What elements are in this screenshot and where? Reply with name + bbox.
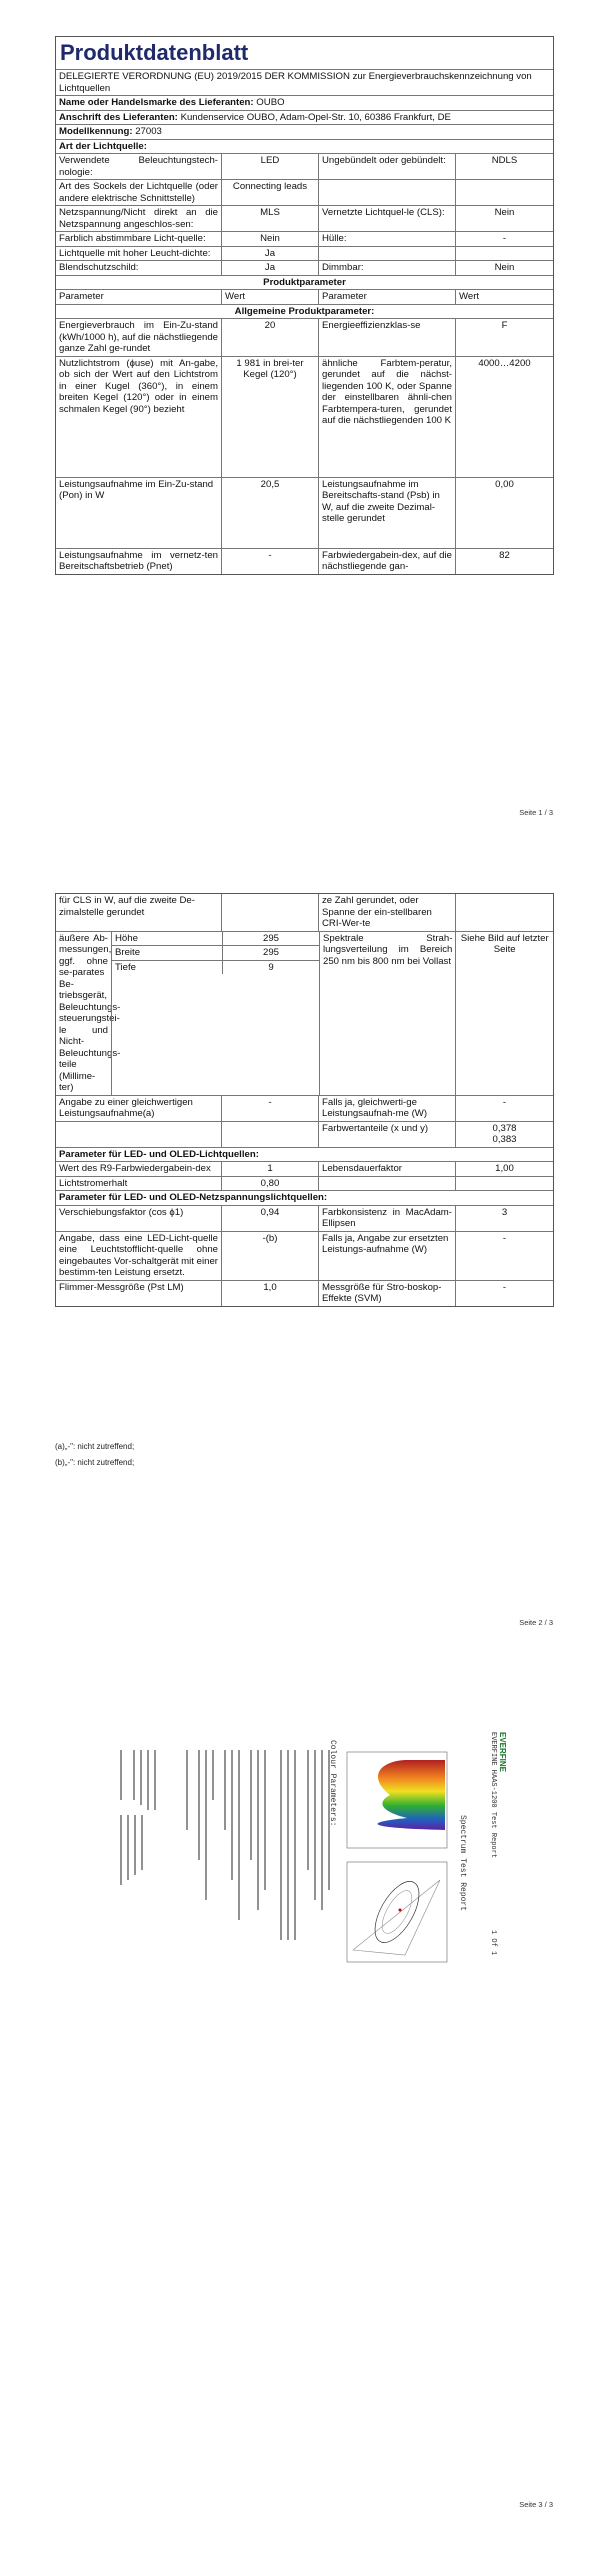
report-text-lines xyxy=(115,1740,335,1970)
page-2 xyxy=(0,880,603,1640)
supplier-address: Kundenservice OUBO, Adam-Opel-Str. 10, 60386 Frankfurt, DE xyxy=(180,111,451,123)
page-number: Seite 1 / 3 xyxy=(519,808,553,817)
spectral-value: Siehe Bild auf letzter Seite xyxy=(455,932,553,1095)
table-row: Leistungsaufnahme im vernetz-ten Bereitschaftsbetrieb (Pnet) - Farbwiedergabein-dex, auf die nächstliegende gan- 82 xyxy=(56,548,553,574)
spectral-label: Spektrale Strah-lungsverteilung im Bereich 250 nm bis 800 nm bei Vollast xyxy=(319,932,455,1095)
mains-params-header: Parameter für LED- und OLED-Netzspannungslichtquellen: xyxy=(59,1192,328,1203)
led-params-header: Parameter für LED- und OLED-Lichtquellen: xyxy=(59,1148,259,1160)
footnote-b: (b)„-": nicht zutreffend; xyxy=(55,1458,135,1467)
table-row: Farblich abstimmbare Licht-quelle: Nein Hülle: - xyxy=(56,231,553,246)
page-number: Seite 2 / 3 xyxy=(519,1618,553,1627)
table-row: Flimmer-Messgröße (Pst LM) 1,0 Messgröße für Stro-boskop-Effekte (SVM) - xyxy=(56,1280,553,1306)
table-row: Farbwertanteile (x und y) 0,378 0,383 xyxy=(56,1121,553,1147)
supplier-name: OUBO xyxy=(256,97,285,108)
table-row: Angabe zu einer gleichwertigen Leistungsaufnahme(a) - Falls ja, gleichwerti-ge Leistungsaufnah-me (W) - xyxy=(56,1095,553,1121)
page-1 xyxy=(0,0,603,817)
colour-params-title: Colour Parameters: xyxy=(328,1740,337,1827)
table-row: Nutzlichtstrom (ɸuse) mit An-gabe, ob sich der Wert auf den Lichtstrom in einer Kugel (360°), in einem breiten Kegel (120°) oder in einem schmalen Kegel (90°) bezieht 1 981 in brei-ter Kegel (120°) ähnliche Farbtem-peratur, gerundet auf die nächst-liegenden 100 K, oder Spanne der einstellbaren ähnli-chen Farbtempera-turen, gerundet auf die nächstliegenden 100 K 4000…4200 xyxy=(56,356,553,477)
page-title: Produktdatenblatt xyxy=(60,40,249,65)
table-row: Energieverbrauch im Ein-Zu-stand (kWh/1000 h), auf die nächstliegende ganze Zahl ge-rundet 20 Energieeffizienzklas-se F xyxy=(56,318,553,356)
dimensions-row: äußere Ab-messungen, ggf. ohne se-parates Be-triebsgerät, Beleuchtungs-steuerungstei-le und Nicht-Beleuchtungs-teile (Millime-ter) Höhe 295 Breite 295 Tiefe 9 Spektrale Strah-lungsverteilung im Bereich 250 nm bis 800 nm bei Vollast Siehe Bild auf letzter Seite xyxy=(56,931,553,1095)
report-title: Spectrum Test Report xyxy=(458,1815,467,1912)
page-number: Seite 3 / 3 xyxy=(519,2500,553,2509)
page-3 xyxy=(0,1680,603,2560)
dimensions-label: äußere Ab-messungen, ggf. ohne se-parates Be-triebsgerät, Beleuchtungs-steuerungstei-le und Nicht-Beleuchtungs-teile (Millime-ter) xyxy=(59,932,121,1093)
spectrum-report xyxy=(95,1720,515,2000)
supplier-name-label: Name oder Handelsmarke des Lieferanten: xyxy=(59,97,254,108)
general-params-header: Allgemeine Produktparameter: xyxy=(56,305,553,319)
table-row: Wert des R9-Farbwiedergabein-dex 1 Lebensdauerfaktor 1,00 xyxy=(56,1161,553,1176)
brand-logo: EVERFINE xyxy=(498,1732,507,1773)
table-row: Art des Sockels der Lichtquelle (oder andere elektrische Schnittstelle) Connecting leads xyxy=(56,179,553,205)
table-row: Netzspannung/Nicht direkt an die Netzspannung angeschlos-sen: MLS Vernetzte Lichtquel-le (CLS): Nein xyxy=(56,205,553,231)
table-row: Angabe, dass eine LED-Licht-quelle eine Leuchtstofflicht-quelle ohne eingebautes Vor-schaltgerät mit einer bestimm-ten Leistung ersetzt. -(b) Falls ja, Angabe zur ersetzten Leistungs-aufnahme (W) - xyxy=(56,1231,553,1280)
params-header: Produktparameter xyxy=(56,276,553,290)
table-row: Verwendete Beleuchtungstech-nologie: LED Ungebündelt oder gebündelt: NDLS xyxy=(56,153,553,179)
regulation-text: DELEGIERTE VERORDNUNG (EU) 2019/2015 DER KOMMISSION zur Energieverbrauchskennzeichnung von Lichtquellen xyxy=(59,71,532,94)
table-row: Lichtquelle mit hoher Leucht-dichte: Ja xyxy=(56,246,553,261)
supplier-address-label: Anschrift des Lieferanten: xyxy=(59,111,178,123)
column-headers: Parameter Wert Parameter Wert xyxy=(56,289,553,304)
table-row: Blendschutzschild: Ja Dimmbar: Nein xyxy=(56,260,553,275)
table-row: Leistungsaufnahme im Ein-Zu-stand (Pon) in W 20,5 Leistungsaufnahme im Bereitschafts-stand (Psb) in W, auf die zweite Dezimal-stelle gerundet 0,00 xyxy=(56,477,553,548)
spectrum-plot xyxy=(345,1750,455,1850)
table-row: Lichtstromerhalt 0,80 xyxy=(56,1176,553,1191)
datasheet-table-page1 xyxy=(55,36,554,575)
table-row: für CLS in W, auf die zweite De-zimalstelle gerundet ze Zahl gerundet, oder Spanne der ein-stellbaren CRI-Wer-te xyxy=(56,894,553,931)
model-label: Modellkennung: xyxy=(59,126,133,137)
chromaticity-plot xyxy=(345,1860,455,1970)
footnote-a: (a)„-": nicht zutreffend; xyxy=(55,1442,135,1451)
model-value: 27003 xyxy=(135,126,162,137)
source-type-label: Art der Lichtquelle: xyxy=(59,140,147,152)
page-of: 1 Of 1 xyxy=(489,1930,497,1956)
datasheet-table-page2 xyxy=(55,893,554,1307)
table-row: Verschiebungsfaktor (cos ϕ1) 0,94 Farbkonsistenz in MacAdam-Ellipsen 3 xyxy=(56,1205,553,1231)
report-id: EVERFINE HAAS-1200 Test Report xyxy=(489,1732,497,1859)
